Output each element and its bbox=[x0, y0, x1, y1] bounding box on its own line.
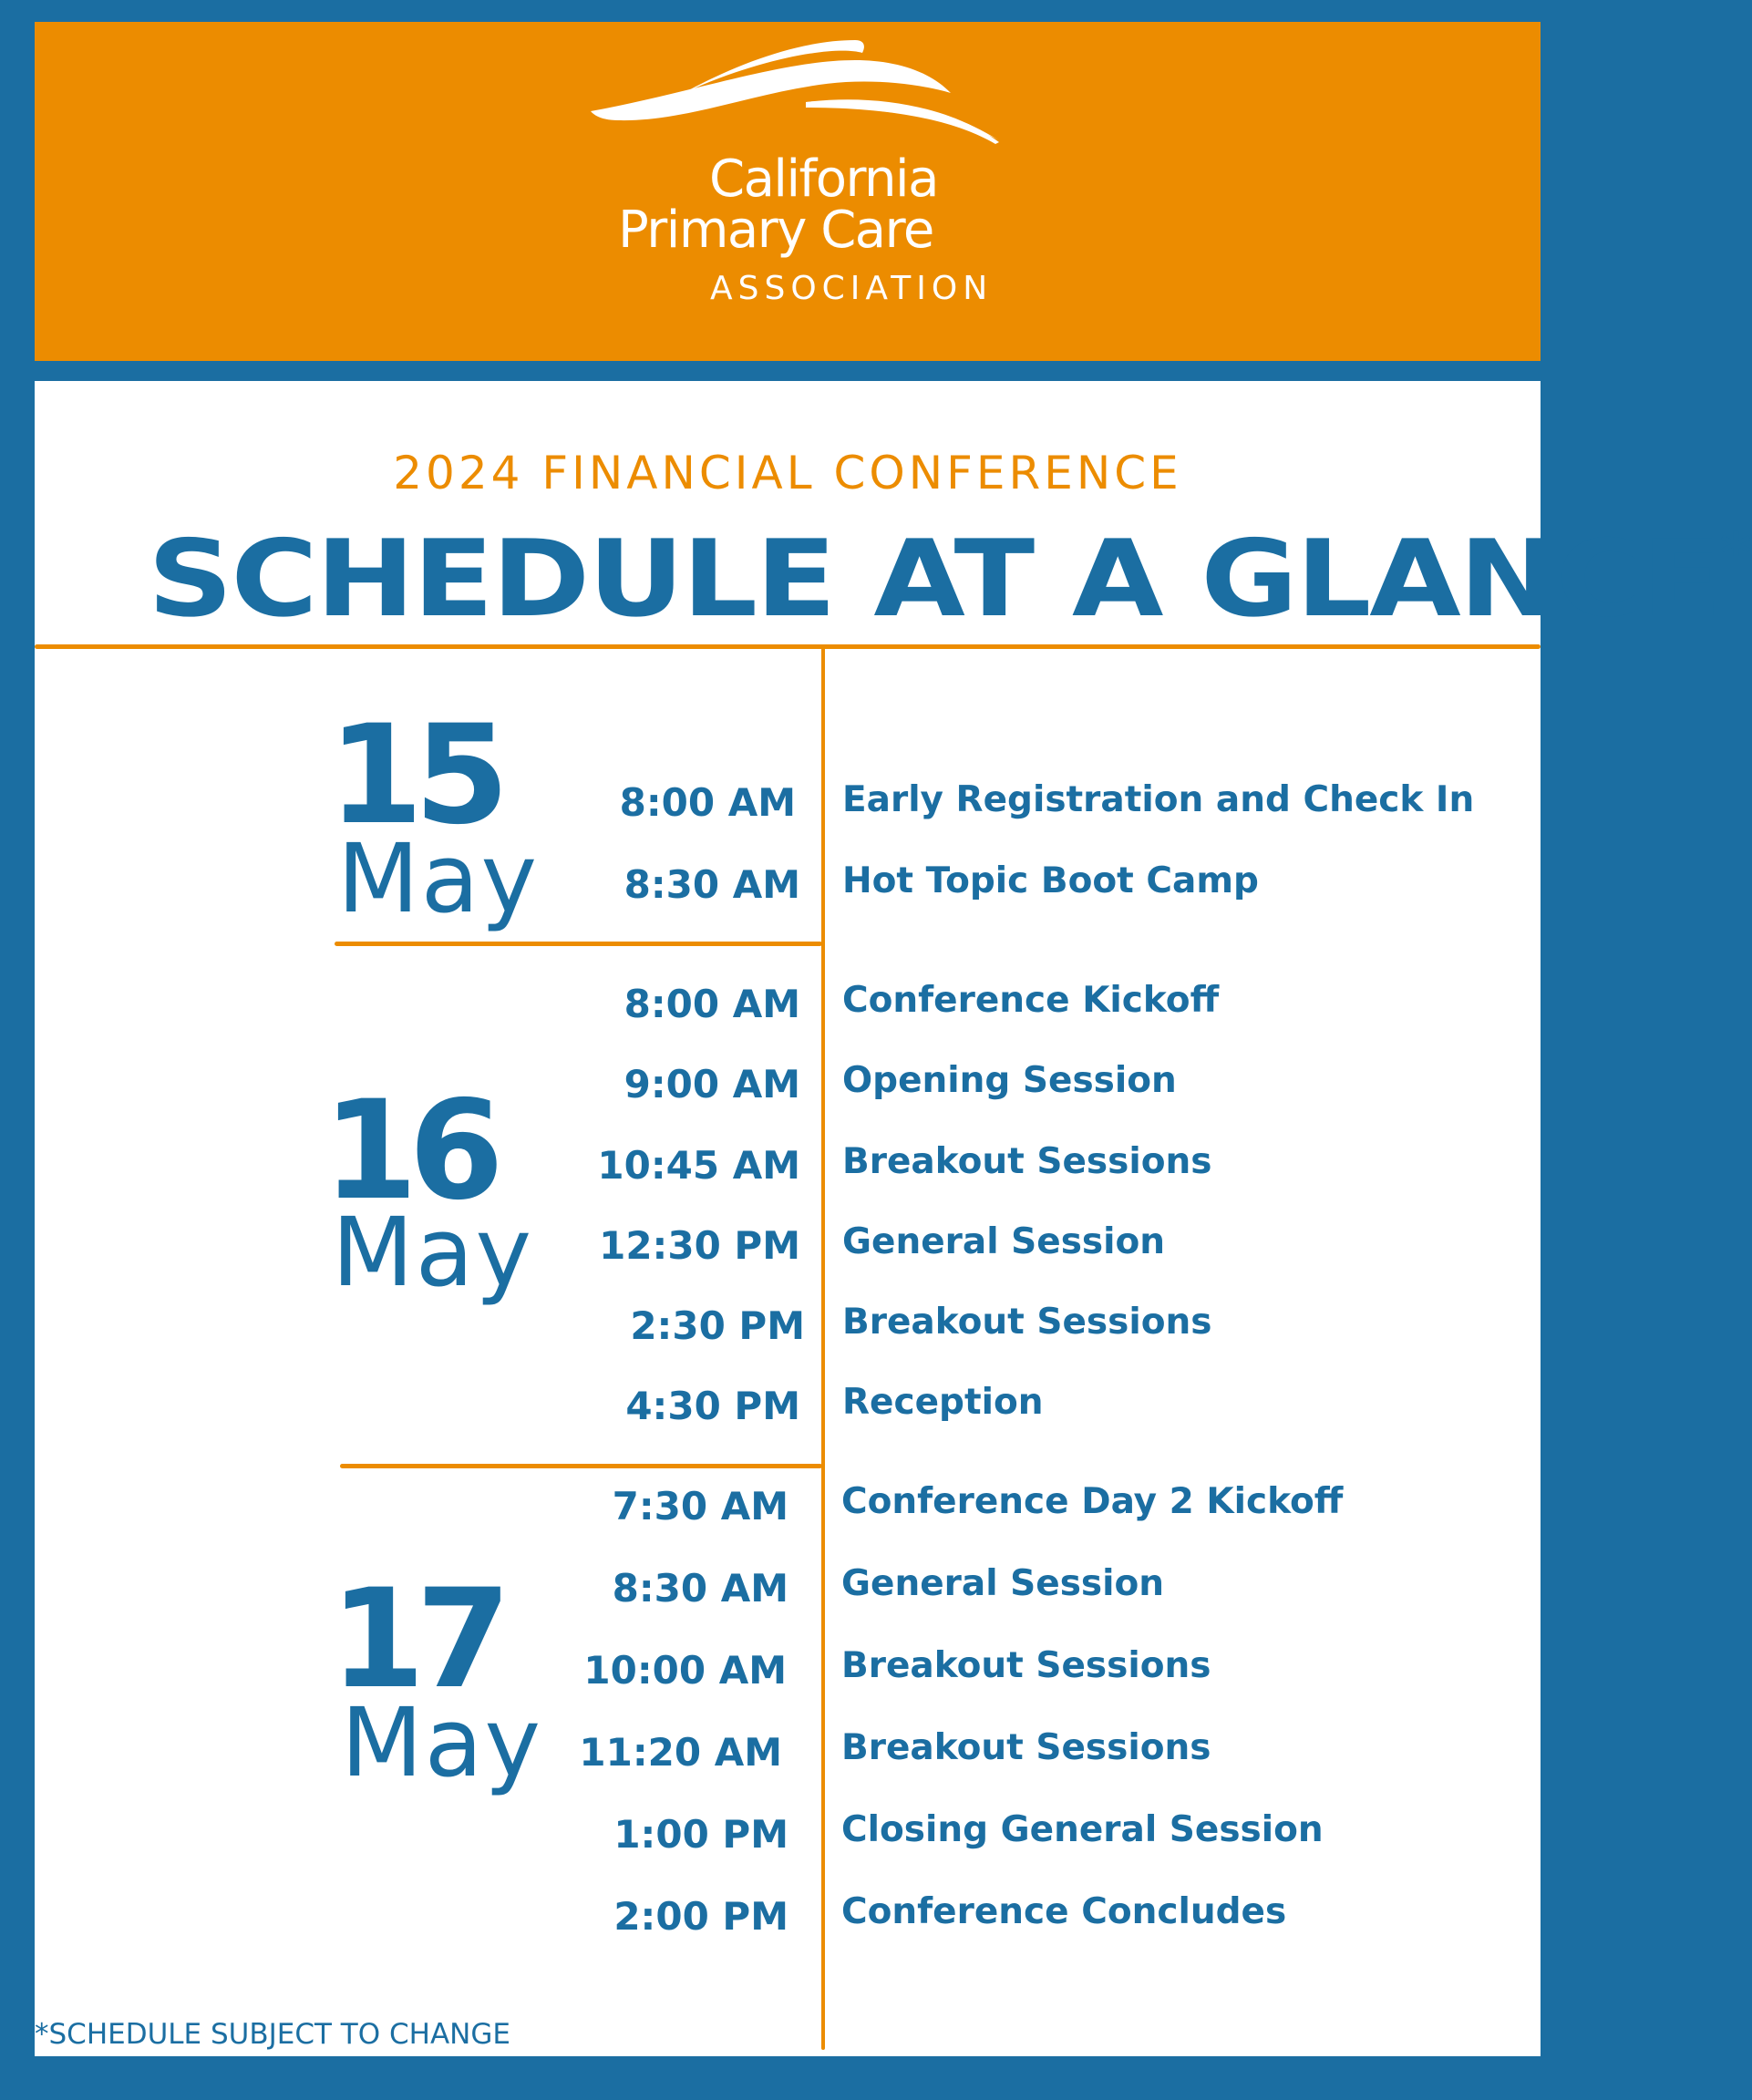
event-name: Hot Topic Boot Camp bbox=[842, 860, 1259, 901]
title-divider bbox=[35, 644, 1541, 649]
event-time: 4:30 PM bbox=[625, 1384, 800, 1428]
event-name: Reception bbox=[842, 1382, 1044, 1423]
event-time: 2:00 PM bbox=[613, 1894, 788, 1939]
day-month: May bbox=[337, 823, 540, 934]
event-name: Breakout Sessions bbox=[842, 1302, 1212, 1343]
swoosh-logo-icon bbox=[582, 36, 1019, 164]
event-time: 10:00 AM bbox=[583, 1648, 787, 1693]
event-time: 11:20 AM bbox=[579, 1730, 782, 1775]
event-name: General Session bbox=[842, 1221, 1166, 1262]
logo-text-california: California bbox=[709, 149, 938, 209]
event-name: Conference Kickoff bbox=[842, 980, 1220, 1021]
day-number: 15 bbox=[328, 696, 500, 855]
day-number: 16 bbox=[323, 1072, 495, 1230]
schedule-panel bbox=[35, 381, 1752, 2056]
logo-text-association: ASSOCIATION bbox=[710, 270, 994, 307]
column-divider bbox=[821, 644, 825, 2050]
event-name: Opening Session bbox=[842, 1060, 1177, 1101]
schedule-disclaimer: *SCHEDULE SUBJECT TO CHANGE bbox=[35, 2018, 510, 2051]
event-name: Closing General Session bbox=[841, 1809, 1324, 1850]
organization-logo bbox=[582, 22, 1019, 361]
event-name: Conference Day 2 Kickoff bbox=[841, 1481, 1344, 1522]
event-name: Conference Concludes bbox=[841, 1891, 1287, 1932]
event-time: 12:30 PM bbox=[599, 1223, 800, 1268]
event-name: Breakout Sessions bbox=[841, 1645, 1211, 1686]
event-time: 8:30 AM bbox=[624, 862, 800, 907]
event-time: 8:00 AM bbox=[624, 982, 800, 1026]
event-time: 2:30 PM bbox=[630, 1303, 805, 1348]
event-name: General Session bbox=[841, 1563, 1165, 1604]
day-month: May bbox=[341, 1687, 543, 1798]
title-text: SCHEDULE AT A GLANCE bbox=[148, 518, 1720, 641]
day-number: 17 bbox=[330, 1560, 502, 1719]
day-divider bbox=[340, 1464, 822, 1468]
event-name: Early Registration and Check In bbox=[842, 779, 1475, 820]
conference-subtitle: 2024 FINANCIAL CONFERENCE bbox=[393, 447, 1182, 499]
page-title bbox=[148, 518, 1752, 641]
event-time: 8:30 AM bbox=[612, 1566, 788, 1611]
event-name: Breakout Sessions bbox=[842, 1141, 1212, 1182]
header-banner bbox=[35, 22, 1541, 361]
day-divider bbox=[335, 942, 822, 946]
event-time: 1:00 PM bbox=[613, 1812, 788, 1857]
event-time: 9:00 AM bbox=[624, 1062, 800, 1107]
event-time: 8:00 AM bbox=[619, 780, 796, 825]
event-time: 10:45 AM bbox=[597, 1143, 800, 1188]
title-asterisk: * bbox=[1719, 521, 1752, 585]
logo-text-primary-care: Primary Care bbox=[618, 201, 933, 260]
event-name: Breakout Sessions bbox=[841, 1727, 1211, 1768]
day-month: May bbox=[332, 1197, 534, 1308]
event-time: 7:30 AM bbox=[612, 1484, 788, 1529]
